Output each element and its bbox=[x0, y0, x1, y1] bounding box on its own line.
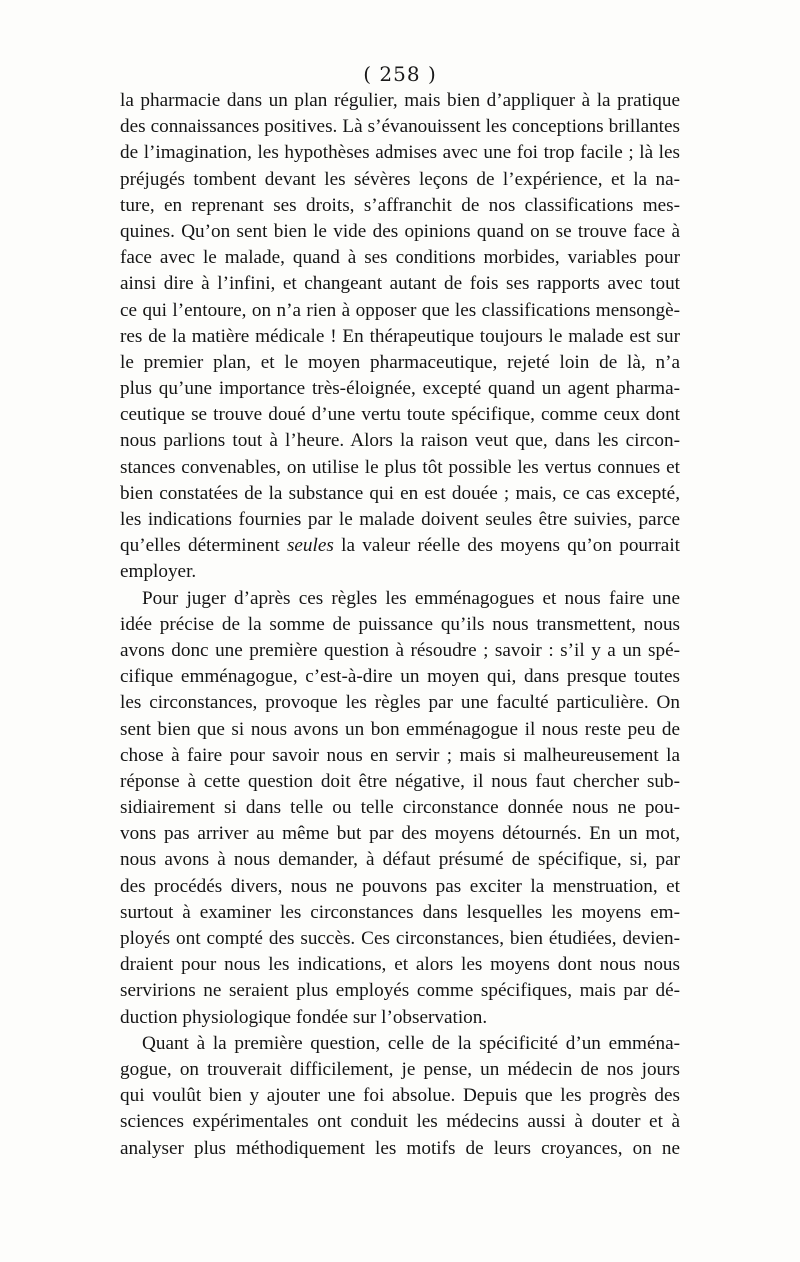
text-line: analyser plus méthodiquement les motifs de leurs croyances, on ne bbox=[120, 1137, 680, 1159]
text-line: nous parlions tout à l’heure. Alors la raison veut que, dans les circon- bbox=[120, 430, 680, 452]
text-line: nous avons à nous demander, à défaut présumé de spécifique, si, par bbox=[120, 849, 680, 871]
text-line: ce qui l’entoure, on n’a rien à opposer que les classifications mensongè- bbox=[120, 299, 680, 321]
text-line: la pharmacie dans un plan régulier, mais bien d’appliquer à la pratique bbox=[120, 90, 680, 111]
text-segment: qu’elles déterminent bbox=[120, 535, 287, 557]
text-line: ainsi dire à l’infini, et changeant autant de fois ses rapports avec tout bbox=[120, 273, 680, 295]
text-line: vons pas arriver au même but par des moyens détournés. En un mot, bbox=[120, 823, 680, 845]
text-line: le premier plan, et le moyen pharmaceutique, rejeté loin de là, n’a bbox=[120, 351, 680, 373]
text-line: plus qu’une importance très-éloignée, excepté quand un agent pharma- bbox=[120, 378, 680, 400]
text-line: idée précise de la somme de puissance qu’ils nous transmettent, nous bbox=[120, 613, 680, 635]
text-line: ture, en reprenant ses droits, s’affranchit de nos classifications mes- bbox=[120, 194, 680, 216]
text-line: draient pour nous les indications, et alors les moyens dont nous nous bbox=[120, 954, 680, 976]
text-line: cifique emménagogue, c’est-à-dire un moyen qui, dans presque toutes bbox=[120, 666, 680, 688]
text-line: des procédés divers, nous ne pouvons pas exciter la menstruation, et bbox=[120, 875, 680, 897]
text-line: les indications fournies par le malade doivent seules être suivies, parce bbox=[120, 509, 680, 530]
text-line: gogue, on trouverait difficilement, je pense, un médecin de nos jours bbox=[120, 1058, 680, 1080]
text-line: des connaissances positives. Là s’évanouissent les conceptions brillantes bbox=[120, 116, 680, 138]
text-line: avons donc une première question à résoudre ; savoir : s’il y a un spé- bbox=[120, 639, 680, 661]
text-line: sidiairement si dans telle ou telle circonstance donnée nous ne pou- bbox=[120, 797, 680, 819]
text-line: ployés ont compté des succès. Ces circonstances, bien étudiées, devien- bbox=[120, 928, 680, 949]
text-line: réponse à cette question doit être négative, il nous faut chercher sub- bbox=[120, 770, 680, 792]
text-line: Pour juger d’après ces règles les emménagogues et nous faire une bbox=[142, 587, 680, 609]
emphasized-word: seules bbox=[286, 535, 334, 557]
text-line: ceutique se trouve doué d’une vertu toute spécifique, comme ceux dont bbox=[120, 404, 680, 426]
text-line: stances convenables, on utilise le plus tôt possible les vertus connues et bbox=[120, 456, 680, 478]
text-line: préjugés tombent devant les sévères leçons de l’expérience, et la na- bbox=[120, 168, 680, 190]
text-line: qui voulût bien y ajouter une foi absolue. Depuis que les progrès des bbox=[120, 1085, 680, 1107]
text-line: bien constatées de la substance qui en est douée ; mais, ce cas excepté, bbox=[120, 482, 680, 504]
text-line: surtout à examiner les circonstances dans lesquelles les moyens em- bbox=[120, 901, 680, 923]
text-line: chose à faire pour savoir nous en servir ; mais si malheureusement la bbox=[120, 744, 680, 766]
text-line: res de la matière médicale ! En thérapeutique toujours le malade est sur bbox=[120, 325, 680, 347]
text-line: employer. bbox=[120, 561, 197, 583]
text-line: duction physiologique fondée sur l’observation. bbox=[120, 1006, 488, 1028]
text-line bbox=[120, 533, 680, 559]
page-number: ( 258 ) bbox=[363, 62, 437, 86]
text-line: les circonstances, provoque les règles par une faculté particulière. On bbox=[120, 692, 680, 714]
text-line: sciences expérimentales ont conduit les médecins aussi à douter et à bbox=[120, 1111, 680, 1133]
text-line: servirions ne seraient plus employés comme spécifiques, mais par dé- bbox=[120, 980, 680, 1002]
text-segment: la valeur réelle des moyens qu’on pourrait bbox=[333, 535, 680, 557]
text-line: quines. Qu’on sent bien le vide des opinions quand on se trouve face à bbox=[120, 220, 680, 242]
text-line: sent bien que si nous avons un bon emménagogue il nous reste peu de bbox=[120, 718, 680, 740]
body-text bbox=[120, 88, 680, 1162]
text-line: Quant à la première question, celle de la spécificité d’un emména- bbox=[142, 1032, 680, 1054]
text-line: de l’imagination, les hypothèses admises avec une foi trop facile ; là les bbox=[120, 142, 680, 164]
text-line: face avec le malade, quand à ses conditions morbides, variables pour bbox=[120, 247, 680, 269]
